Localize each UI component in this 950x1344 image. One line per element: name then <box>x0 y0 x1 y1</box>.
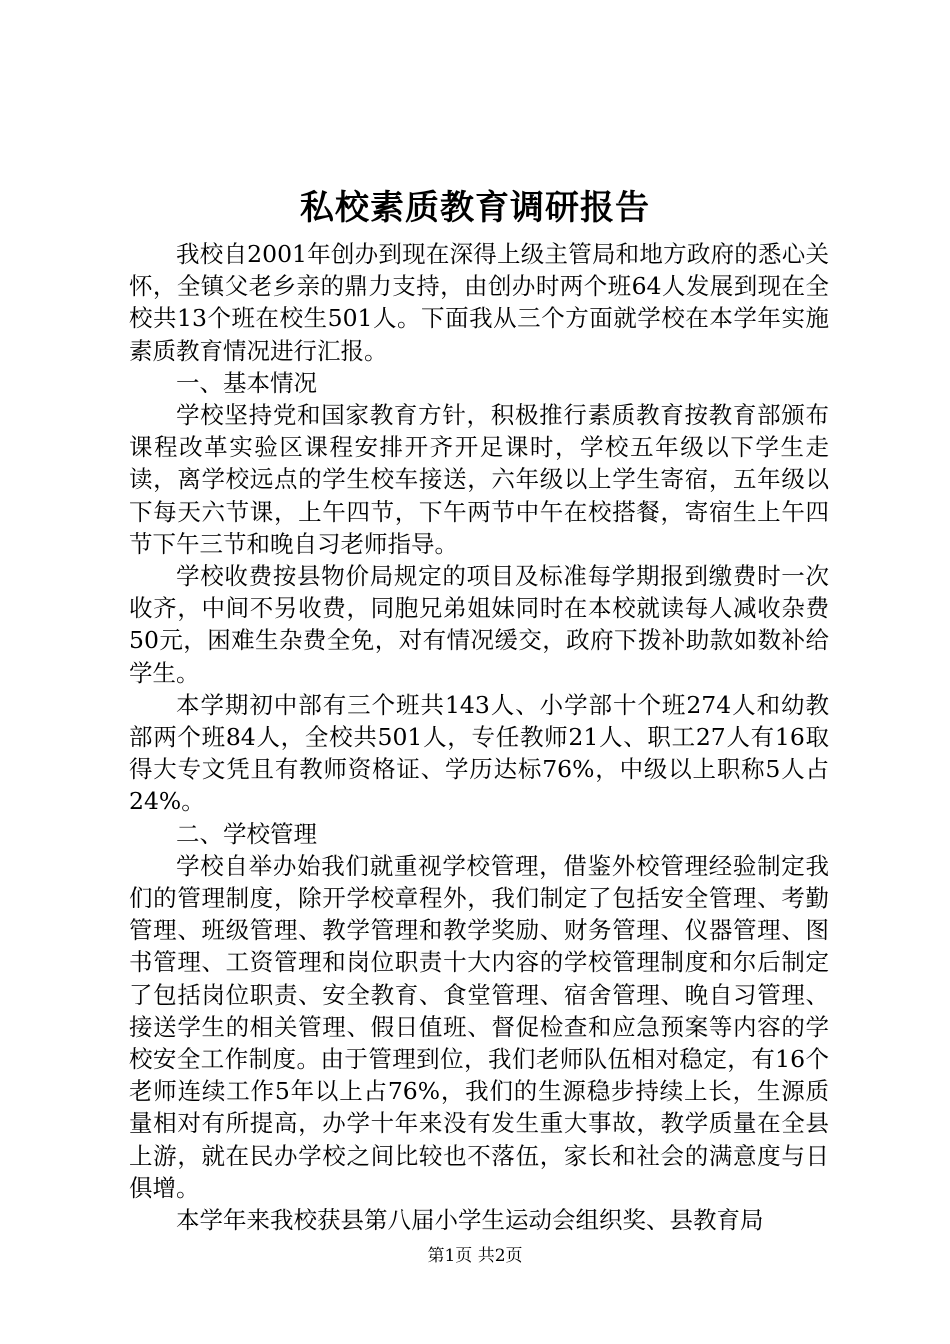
section-heading-basic-situation: 一、基本情况 <box>176 368 317 397</box>
document-body <box>129 238 829 1236</box>
paragraph-awards: 本学年来我校获县第八届小学生运动会组织奖、县教育局 <box>176 1206 764 1235</box>
paragraph-intro: 我校自2001年创办到现在深得上级主管局和地方政府的悉心关怀，全镇父老乡亲的鼎力支持，由创办时两个班64人发展到现在全校共13个班在校生501人。下面我从三个方面就学校在本学年实施素质教育情况进行汇报。 <box>129 240 829 365</box>
section-heading-school-management: 二、学校管理 <box>176 819 317 848</box>
page-footer: 第1页 共2页 <box>427 1246 523 1266</box>
paragraph-fees: 学校收费按县物价局规定的项目及标准每学期报到缴费时一次收齐，中间不另收费，同胞兄弟姐妹同时在本校就读每人减收杂费50元，困难生杂费全免，对有情况缓交，政府下拨补助款如数补给学生。 <box>129 562 829 687</box>
paragraph-education-policy: 学校坚持党和国家教育方针，积极推行素质教育按教育部颁布课程改革实验区课程安排开齐开足课时，学校五年级以下学生走读，离学校远点的学生校车接送，六年级以上学生寄宿，五年级以下每天六节课，上午四节，下午两节中午在校搭餐，寄宿生上午四节下午三节和晚自习老师指导。 <box>129 401 829 558</box>
paragraph-enrollment-staff: 本学期初中部有三个班共143人、小学部十个班274人和幼教部两个班84人，全校共501人，专任教师21人、职工27人有16取得大专文凭且有教师资格证、学历达标76%，中级以上职称5人占24%。 <box>129 690 829 816</box>
document-title: 私校素质教育调研报告 <box>300 188 650 228</box>
paragraph-management-system: 学校自举办始我们就重视学校管理，借鉴外校管理经验制定我们的管理制度，除开学校章程外，我们制定了包括安全管理、考勤管理、班级管理、教学管理和教学奖励、财务管理、仪器管理、图书管理、工资管理和岗位职责十大内容的学校管理制度和尔后制定了包括岗位职责、安全教育、食堂管理、宿舍管理、晚自习管理、接送学生的相关管理、假日值班、督促检查和应急预案等内容的学校安全工作制度。由于管理到位，我们老师队伍相对稳定，有16个老师连续工作5年以上占76%，我们的生源稳步持续上长，生源质量相对有所提高，办学十年来没有发生重大事故，教学质量在全县上游，就在民办学校之间比较也不落伍，家长和社会的满意度与日俱增。 <box>129 851 829 1202</box>
